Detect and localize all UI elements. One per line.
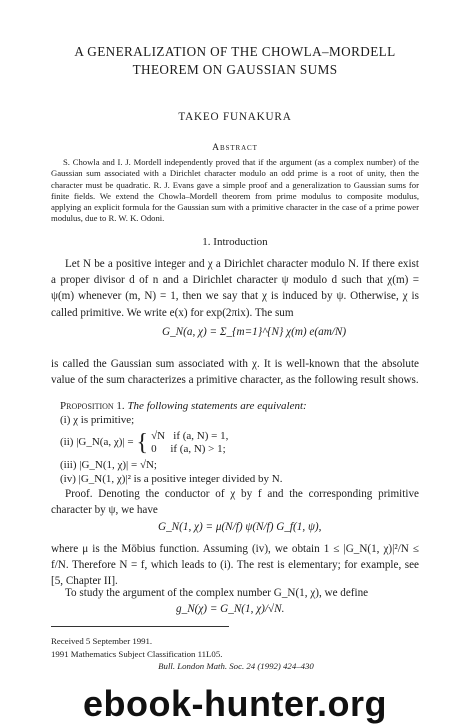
proposition-item-4: (iv) |G_N(1, χ)|² is a positive integer divided by N. xyxy=(60,472,283,485)
proposition-statement: The following statements are equivalent: xyxy=(127,400,307,412)
proposition-header xyxy=(60,399,420,413)
intro-paragraph-2: is called the Gaussian sum associated with χ. It is well-known that the absolute value of the sum characterizes a primitive character, as the following result shows. xyxy=(51,358,419,387)
proposition-label: Proposition 1. xyxy=(60,400,125,412)
msc-classification: 1991 Mathematics Subject Classification 11L05. xyxy=(51,648,223,659)
item-2-cases xyxy=(151,430,228,456)
proof-paragraph-1: Proof. Denoting the conductor of χ by f and the corresponding primitive character by ψ, we have xyxy=(51,488,419,517)
proof-paragraph-2: where μ is the Möbius function. Assuming (iv), we obtain 1 ≤ |G_N(1, χ)|²/N ≤ f/N. Therefore N = f, which leads to (i). The rest is elementary; for example, see [5, Chapter II]. xyxy=(51,543,419,588)
equation-conductor: G_N(1, χ) = μ(N/f) ψ(N/f) G_f(1, ψ), xyxy=(158,521,322,533)
paper-title xyxy=(0,43,470,79)
proposition-item-1: (i) χ is primitive; xyxy=(60,414,135,427)
equation-gaussian-sum: G_N(a, χ) = Σ_{m=1}^{N} χ(m) e(am/N) xyxy=(162,326,347,338)
abstract-heading: Abstract xyxy=(212,142,258,153)
title-line-2: THEOREM ON GAUSSIAN SUMS xyxy=(132,62,338,77)
proposition-item-3: (iii) |G_N(1, χ)| = √N; xyxy=(60,458,157,471)
proposition-block xyxy=(60,399,420,486)
intro-paragraph-1: Let N be a positive integer and χ a Dirichlet character modulo N. If there exist a proper divisor d of n and a Dirichlet character ψ modulo d such that χ(m) = ψ(m) whenever (m, N) = 1, then we say that χ is induced by ψ. Otherwise, χ is called primitive. We write e(x) for exp(2πix). The sum xyxy=(51,258,419,319)
section-heading: 1. Introduction xyxy=(202,236,268,248)
footnote-divider xyxy=(51,626,229,627)
author-name: TAKEO FUNAKURA xyxy=(178,111,292,123)
received-date: Received 5 September 1991. xyxy=(51,636,153,646)
item-2-prefix: (ii) |G_N(a, χ)| = xyxy=(60,436,134,449)
item-2-case-2: 0 if (a, N) > 1; xyxy=(151,442,226,455)
equation-normalized-sum: g_N(χ) = G_N(1, χ)/√N. xyxy=(176,603,285,615)
watermark-text: ebook-hunter.org xyxy=(83,683,387,724)
paragraph-argument: To study the argument of the complex number G_N(1, χ), we define xyxy=(65,587,369,599)
abstract-text: S. Chowla and I. J. Mordell independently proved that if the argument (as a complex number) of the Gaussian sum associated with a Dirichlet character modulo an odd prime is a root of unity, then the character must be quadratic. R. J. Evans gave a simple proof and a generalization to Gaussian sums for finite fields. We extend the Chowla–Mordell theorem from prime modulus to composite modulus, applying an explicit formula for the Gaussian sum with a primitive character in the case of a prime power modulus, due to R. W. K. Odoni. xyxy=(51,157,419,224)
footnotes xyxy=(51,635,421,673)
item-2-case-1: √N if (a, N) = 1, xyxy=(151,429,229,442)
journal-citation: Bull. London Math. Soc. 24 (1992) 424–430 xyxy=(158,661,314,671)
brace-icon: { xyxy=(136,429,149,456)
title-line-1: A GENERALIZATION OF THE CHOWLA–MORDELL xyxy=(74,44,396,59)
proposition-item-2 xyxy=(60,430,420,456)
